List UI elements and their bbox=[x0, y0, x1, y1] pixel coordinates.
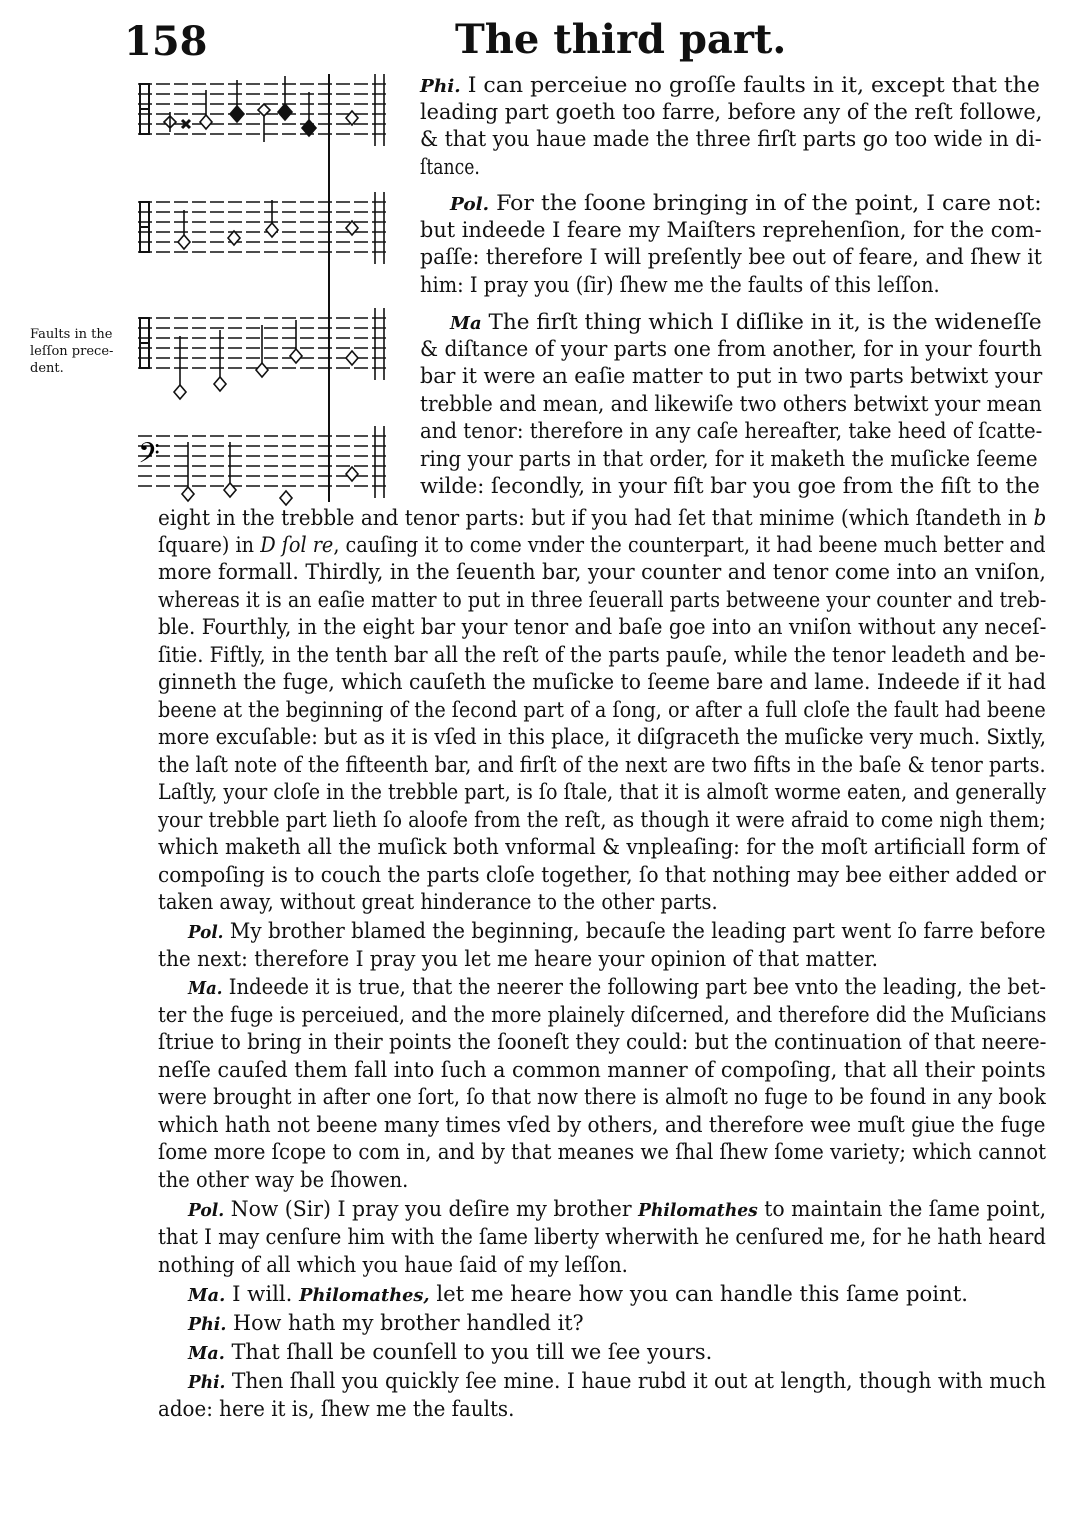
text-line bbox=[420, 446, 1038, 473]
text-line bbox=[420, 72, 1040, 100]
text-run: & diſtance of your parts one from another, for in your fourth bbox=[420, 337, 1042, 362]
text-run: , cauſing it to come vnder the counterpart, it had beene much better and bbox=[333, 533, 1046, 558]
text-line bbox=[188, 1310, 584, 1338]
text-run: compoſing is to couch the parts cloſe together, ſo that nothing may bee either added or bbox=[158, 863, 1046, 888]
speaker-label: Phi. bbox=[188, 1372, 226, 1393]
margin-note-line: Faults in the bbox=[30, 327, 113, 342]
text-line bbox=[158, 1084, 1046, 1111]
text-run: more formall. Thirdly, in the ſeuenth bar, your counter and tenor come into an vniſon, bbox=[158, 560, 1046, 585]
text-line bbox=[188, 1368, 1046, 1396]
text-run: nothing of all which you haue ſaid of my leſſon. bbox=[158, 1253, 628, 1278]
text-run: Laſtly, your cloſe in the trebble part, is ſo ſtale, that it is almoſt worme eaten, and generally bbox=[158, 780, 1047, 805]
text-line bbox=[158, 614, 1046, 641]
text-line bbox=[420, 391, 1042, 418]
text-line bbox=[158, 1112, 1046, 1139]
speaker-label: Ma bbox=[450, 313, 482, 334]
speaker-label: Pol. bbox=[188, 922, 224, 943]
text-run: My brother blamed the beginning, becauſe the leading part went ſo farre before bbox=[223, 919, 1046, 944]
text-line bbox=[158, 505, 1046, 532]
text-line bbox=[420, 418, 1042, 445]
text-line bbox=[158, 532, 1046, 559]
text-run: For the ſoone bringing in of the point, I care not: bbox=[489, 191, 1042, 216]
text-run: The firſt thing which I diſlike in it, is the wideneſſe bbox=[481, 310, 1042, 335]
text-line bbox=[158, 946, 878, 973]
text-run: neſſe cauſed them fall into ſuch a common manner of compoſing, that all their points bbox=[158, 1058, 1046, 1083]
text-line bbox=[158, 889, 718, 916]
speaker-label: Ma. bbox=[188, 978, 223, 999]
speaker-label: Ma. bbox=[188, 1343, 225, 1364]
text-run: paſſe: therefore I will preſently bee out of feare, and ſhew it bbox=[420, 245, 1042, 270]
text-run: D ſol re bbox=[260, 533, 334, 558]
text-run: eight in the trebble and tenor parts: but if you had ſet that minime (which ſtandeth in bbox=[158, 506, 1034, 531]
text-run: which hath not beene many times vſed by others, and therefore wee muſt giue the fuge bbox=[158, 1113, 1046, 1138]
text-line bbox=[450, 190, 1042, 218]
text-run: ſtriue to bring in their points the ſooneſt they could: but the continuation of that neere- bbox=[158, 1030, 1047, 1055]
text-run: b bbox=[1033, 506, 1047, 531]
text-run: ble. Fourthly, in the eight bar your tenor and baſe goe into an vniſon without any neceſ- bbox=[158, 615, 1047, 640]
text-run: trebble and mean, and likewiſe two others betwixt your mean bbox=[420, 392, 1042, 417]
text-run: were brought in after one ſort, ſo that now there is almoſt no fuge to be found in any book bbox=[158, 1085, 1046, 1110]
text-run: more excuſable: but as it is vſed in this place, it diſgraceth the muſicke very much. Sixtly, bbox=[158, 725, 1047, 750]
text-run: bar it were an eaſie matter to put in two parts betwixt your bbox=[420, 364, 1043, 389]
text-run: the laſt note of the fifteenth bar, and firſt of the next are two fifts in the baſe & tenor parts. bbox=[158, 753, 1046, 778]
text-line bbox=[158, 642, 1046, 669]
text-run: leading part goeth too farre, before any of the reſt followe, bbox=[420, 100, 1043, 125]
speaker-label: Pol. bbox=[188, 1200, 225, 1221]
text-line bbox=[188, 1196, 1046, 1224]
bass-clef-glyph: 𝄢 bbox=[138, 437, 160, 477]
margin-note-line: dent. bbox=[30, 361, 64, 376]
text-line bbox=[420, 217, 1042, 244]
text-line bbox=[450, 309, 1042, 337]
text-run: wilde: ſecondly, in your fiſt bar you goe from the fiſt to the bbox=[420, 474, 1040, 499]
text-line bbox=[158, 1057, 1046, 1084]
text-line bbox=[158, 752, 1046, 779]
text-line bbox=[188, 1281, 968, 1309]
text-run: taken away, without great hinderance to the other parts. bbox=[158, 890, 718, 915]
text-run: beene at the beginning of the ſecond part of a ſong, or after a full cloſe the fault had beene bbox=[158, 698, 1046, 723]
text-run: ter the fuge is perceiued, and the more plainely diſcerned, and therefore did the Muſicians bbox=[158, 1003, 1047, 1028]
text-run: which maketh all the muſick both vnformal & vnpleaſing: for the moſt artificiall form of bbox=[158, 835, 1046, 860]
running-head: The third part. bbox=[455, 16, 787, 63]
text-run: that I may cenſure him with the ſame liberty wherwith he cenſured me, for he hath heard bbox=[158, 1225, 1046, 1250]
text-run: the next: therefore I pray you let me heare your opinion of that matter. bbox=[158, 947, 879, 972]
text-run: him: I pray you (ſir) ſhew me the faults of this leſſon. bbox=[420, 273, 940, 298]
text-line bbox=[420, 126, 1042, 153]
text-run: but indeede I feare my Maiſters reprehenſion, for the com- bbox=[420, 218, 1042, 243]
text-line bbox=[158, 862, 1046, 889]
speaker-label: Ma. bbox=[188, 1285, 226, 1306]
speaker-label: Philomathes bbox=[638, 1200, 758, 1221]
text-run: ſtance. bbox=[420, 155, 480, 180]
speaker-label: Phi. bbox=[420, 76, 461, 97]
text-line bbox=[158, 1167, 408, 1194]
text-run: your trebble part lieth ſo aloofe from the reſt, as though it were afraid to come nigh them; bbox=[158, 808, 1046, 833]
text-run: Indeede it is true, that the neerer the following part bee vnto the leading, the bet- bbox=[222, 975, 1047, 1000]
text-line bbox=[420, 99, 1042, 126]
margin-note-line: leſſon prece- bbox=[30, 344, 114, 359]
text-run: ring your parts in that order, for it maketh the muſicke ſeeme bbox=[420, 447, 1038, 472]
text-run: and tenor: therefore in any caſe hereafter, take heed of ſcatte- bbox=[420, 419, 1043, 444]
text-line bbox=[158, 807, 1046, 834]
text-run: I will. bbox=[225, 1282, 300, 1307]
text-line bbox=[420, 154, 480, 181]
text-run: the other way be ſhowen. bbox=[158, 1168, 409, 1193]
text-run: whereas it is an eaſie matter to put in three ſeuerall parts betweene your counter and treb- bbox=[158, 588, 1047, 613]
text-line bbox=[188, 1339, 712, 1367]
text-line bbox=[158, 1224, 1046, 1251]
text-run: ſitie. Fiftly, in the tenth bar all the reſt of the parts pauſe, while the tenor leadeth and be- bbox=[158, 643, 1046, 668]
text-line bbox=[188, 918, 1046, 946]
text-run: to maintain the ſame point, bbox=[757, 1197, 1047, 1222]
text-line bbox=[158, 1029, 1046, 1056]
text-line bbox=[158, 1252, 628, 1279]
text-line bbox=[158, 724, 1046, 751]
margin-note bbox=[30, 326, 130, 377]
speaker-label: Philomathes, bbox=[299, 1285, 430, 1306]
text-run: ſome more ſcope to com in, and by that meanes we ſhal ſhew ſome variety; which cannot bbox=[158, 1140, 1047, 1165]
text-run: I can perceiue no groſſe faults in it, except that the bbox=[460, 73, 1040, 98]
text-run: How hath my brother handled it? bbox=[226, 1311, 584, 1336]
text-run: Now (Sir) I pray you deſire my brother bbox=[224, 1197, 639, 1222]
text-run: ſquare) in bbox=[158, 533, 261, 558]
text-run: & that you haue made the three firſt parts go too wide in di- bbox=[420, 127, 1042, 152]
text-line bbox=[420, 336, 1042, 363]
page-number: 158 bbox=[124, 18, 208, 65]
text-line bbox=[158, 669, 1046, 696]
text-line bbox=[158, 587, 1046, 614]
text-line bbox=[158, 1396, 514, 1423]
text-line bbox=[158, 559, 1046, 586]
text-line bbox=[188, 974, 1046, 1002]
text-run: That ſhall be counſell to you till we ſee yours. bbox=[224, 1340, 713, 1365]
text-line bbox=[158, 697, 1046, 724]
text-line bbox=[420, 473, 1040, 500]
text-line bbox=[158, 779, 1046, 806]
text-run: ginneth the fuge, which cauſeth the muſicke to ſeeme bare and lame. Indeede if it had bbox=[158, 670, 1046, 695]
speaker-label: Pol. bbox=[450, 194, 490, 215]
text-run: let me heare how you can handle this ſame point. bbox=[429, 1282, 968, 1307]
text-line bbox=[420, 272, 940, 299]
text-line bbox=[420, 244, 1042, 271]
text-line bbox=[158, 834, 1046, 861]
text-line bbox=[158, 1002, 1046, 1029]
text-line bbox=[420, 363, 1042, 390]
text-run: Then ſhall you quickly ſee mine. I haue rubd it out at length, though with much bbox=[225, 1369, 1046, 1394]
speaker-label: Phi. bbox=[188, 1314, 227, 1335]
music-notation-figure bbox=[138, 70, 400, 510]
text-run: adoe: here it is, ſhew me the faults. bbox=[158, 1397, 515, 1422]
text-line bbox=[158, 1139, 1046, 1166]
